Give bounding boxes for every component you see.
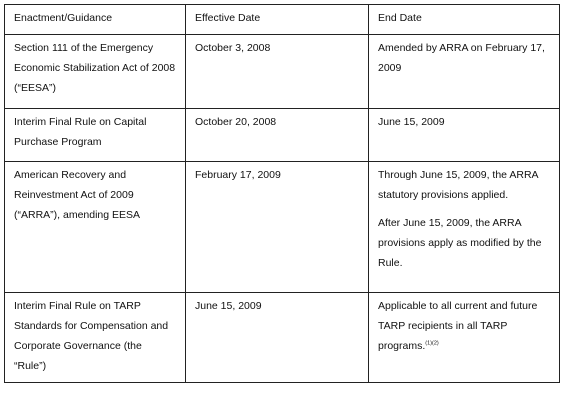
effective-date-text: October 3, 2008 (195, 42, 271, 54)
header-end-date: End Date (369, 5, 560, 35)
header-enactment: Enactment/Guidance (5, 5, 186, 35)
enactment-cell (5, 293, 186, 383)
end-date-cell (369, 293, 560, 383)
table-row (5, 35, 560, 109)
enactment-text: Interim Final Rule on TARP Standards for Compensation and Corporate Governance (the “Rule”) (14, 300, 169, 372)
effective-date-text: February 17, 2009 (195, 169, 281, 181)
footnote-marker: (1)(2) (425, 340, 439, 347)
end-date-text: Through June 15, 2009, the ARRA statutory provisions applied. (378, 169, 538, 201)
end-date-text: After June 15, 2009, the ARRA provisions apply as modified by the Rule. (378, 217, 542, 269)
end-date-cell (369, 35, 560, 109)
enactment-text: Section 111 of the Emergency Economic Stabilization Act of 2008 (“EESA”) (14, 42, 176, 94)
enactment-text: Interim Final Rule on Capital Purchase Program (14, 116, 147, 148)
effective-date-cell (186, 109, 369, 162)
enactment-cell (5, 35, 186, 109)
table-header-row (5, 5, 560, 35)
table-row (5, 293, 560, 383)
end-date-text: Applicable to all current and future TARP recipients in all TARP programs. (378, 300, 538, 352)
enactment-cell (5, 162, 186, 293)
end-date-paragraph (378, 296, 550, 356)
table-row (5, 109, 560, 162)
enactment-text: American Recovery and Reinvestment Act of 2009 (“ARRA”), amending EESA (14, 169, 141, 221)
effective-date-cell (186, 293, 369, 383)
end-date-cell (369, 109, 560, 162)
enactment-cell (5, 109, 186, 162)
table-row (5, 162, 560, 293)
end-date-cell (369, 162, 560, 293)
effective-date-text: June 15, 2009 (195, 300, 262, 312)
end-date-text: June 15, 2009 (378, 116, 445, 128)
guidance-table (4, 4, 560, 383)
end-date-text: Amended by ARRA on February 17, 2009 (378, 42, 545, 74)
header-effective-date: Effective Date (186, 5, 369, 35)
effective-date-cell (186, 162, 369, 293)
effective-date-text: October 20, 2008 (195, 116, 277, 128)
effective-date-cell (186, 35, 369, 109)
